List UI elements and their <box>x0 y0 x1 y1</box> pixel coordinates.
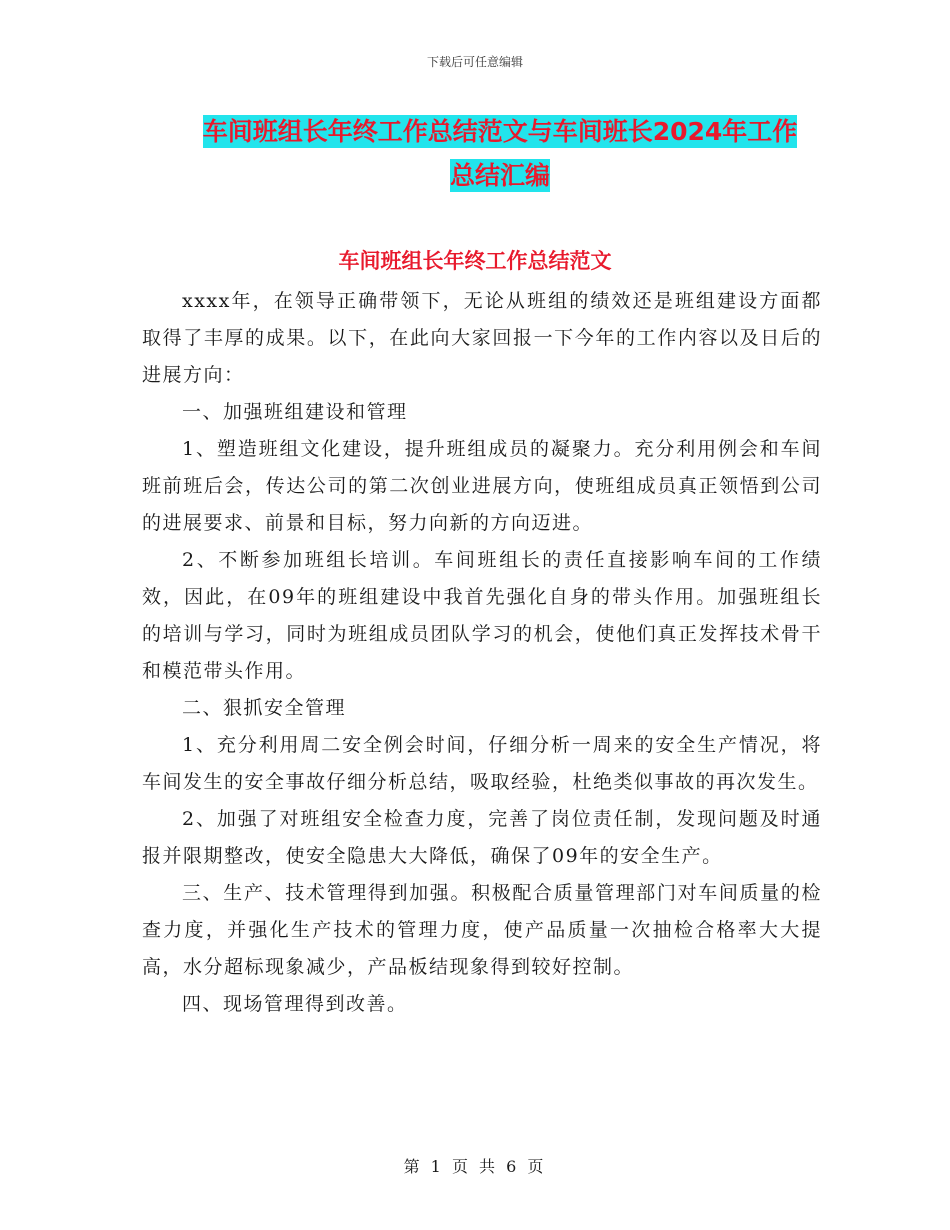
heading-paragraph: 一、加强班组建设和管理 <box>182 401 408 423</box>
document-title <box>150 110 850 198</box>
paragraph: 2、加强了对班组安全检查力度，完善了岗位责任制，发现问题及时通报并限期整改，使安全隐患大大降低，确保了09年的安全生产。 <box>142 808 822 867</box>
heading-paragraph: 四、现场管理得到改善。 <box>182 993 408 1015</box>
paragraph: 2、不断参加班组长培训。车间班组长的责任直接影响车间的工作绩效，因此，在09年的班组建设中我首先强化自身的带头作用。加强班组长的培训与学习，同时为班组成员团队学习的机会，使他们真正发挥技术骨干和模范带头作用。 <box>142 549 822 682</box>
paragraph: 1、塑造班组文化建设，提升班组成员的凝聚力。充分利用例会和车间班前班后会，传达公司的第二次创业进展方向，使班组成员真正领悟到公司的进展要求、前景和目标，努力向新的方向迈进。 <box>142 438 822 534</box>
document-title-line-2: 总结汇编 <box>449 161 550 190</box>
page-number-footer: 第 1 页 共 6 页 <box>403 1157 547 1176</box>
paragraph: 三、生产、技术管理得到加强。积极配合质量管理部门对车间质量的检查力度，并强化生产技术的管理力度，使产品质量一次抽检合格率大大提高，水分超标现象减少，产品板结现象得到较好控制。 <box>142 882 822 978</box>
document-title-line-1: 车间班组长年终工作总结范文与车间班长2024年工作 <box>202 117 798 146</box>
paragraph: 1、充分利用周二安全例会时间，仔细分析一周来的安全生产情况，将车间发生的安全事故仔细分析总结，吸取经验，杜绝类似事故的再次发生。 <box>142 734 822 793</box>
header-note: 下载后可任意编辑 <box>426 55 523 69</box>
heading-paragraph: 二、狠抓安全管理 <box>182 697 347 719</box>
document-body <box>142 283 822 1023</box>
paragraph: xxxx年，在领导正确带领下，无论从班组的绩效还是班组建设方面都取得了丰厚的成果。以下，在此向大家回报一下今年的工作内容以及日后的进展方向： <box>142 290 822 386</box>
section-title: 车间班组长年终工作总结范文 <box>338 249 612 273</box>
